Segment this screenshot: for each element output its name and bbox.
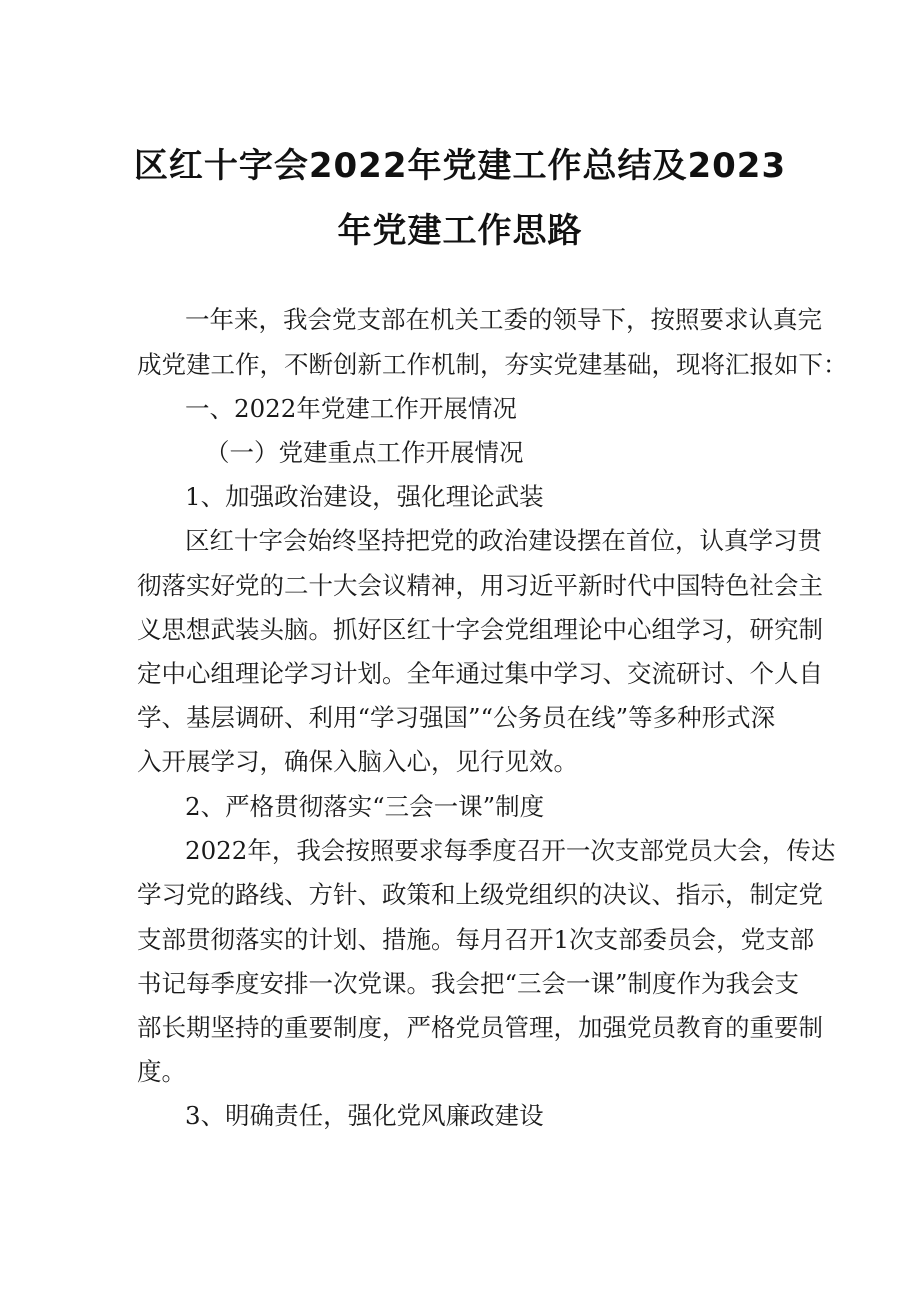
document-title-line-1: 区红十字会2022年党建工作总结及2023 — [133, 146, 787, 186]
section-heading-1: 一、2022年党建工作开展情况 — [185, 394, 517, 423]
paragraph-2-line-5: 部长期坚持的重要制度，严格党员管理，加强党员教育的重要制 — [137, 1013, 823, 1042]
item-heading-2: 2、严格贯彻落实“三会一课”制度 — [185, 792, 545, 821]
paragraph-1-line-3: 义思想武装头脑。抓好区红十字会党组理论中心组学习，研究制 — [137, 615, 823, 644]
paragraph-2-line-4: 书记每季度安排一次党课。我会把“三会一课”制度作为我会支 — [137, 969, 800, 998]
paragraph-1-line-6: 入开展学习，确保入脑入心，见行见效。 — [137, 747, 578, 776]
paragraph-2-line-1: 2022年，我会按照要求每季度召开一次支部党员大会，传达 — [185, 836, 836, 865]
paragraph-2-line-3: 支部贯彻落实的计划、措施。每月召开1次支部委员会，党支部 — [137, 925, 815, 954]
intro-line-1: 一年来，我会党支部在机关工委的领导下，按照要求认真完 — [185, 305, 822, 334]
intro-line-2: 成党建工作，不断创新工作机制，夯实党建基础，现将汇报如下： — [137, 350, 848, 379]
document-title-line-2: 年党建工作思路 — [337, 211, 583, 251]
paragraph-2-line-6: 度。 — [137, 1057, 186, 1086]
subsection-heading-1: （一）党建重点工作开展情况 — [205, 438, 524, 467]
item-heading-1: 1、加强政治建设，强化理论武装 — [185, 482, 544, 511]
paragraph-1-line-1: 区红十字会始终坚持把党的政治建设摆在首位，认真学习贯 — [185, 526, 822, 555]
paragraph-1-line-4: 定中心组理论学习计划。全年通过集中学习、交流研讨、个人自 — [137, 659, 823, 688]
paragraph-2-line-2: 学习党的路线、方针、政策和上级党组织的决议、指示，制定党 — [137, 880, 823, 909]
paragraph-1-line-2: 彻落实好党的二十大会议精神，用习近平新时代中国特色社会主 — [137, 571, 823, 600]
paragraph-1-line-5: 学、基层调研、利用“学习强国”“公务员在线”等多种形式深 — [137, 703, 776, 732]
item-heading-3: 3、明确责任，强化党风廉政建设 — [185, 1101, 544, 1130]
